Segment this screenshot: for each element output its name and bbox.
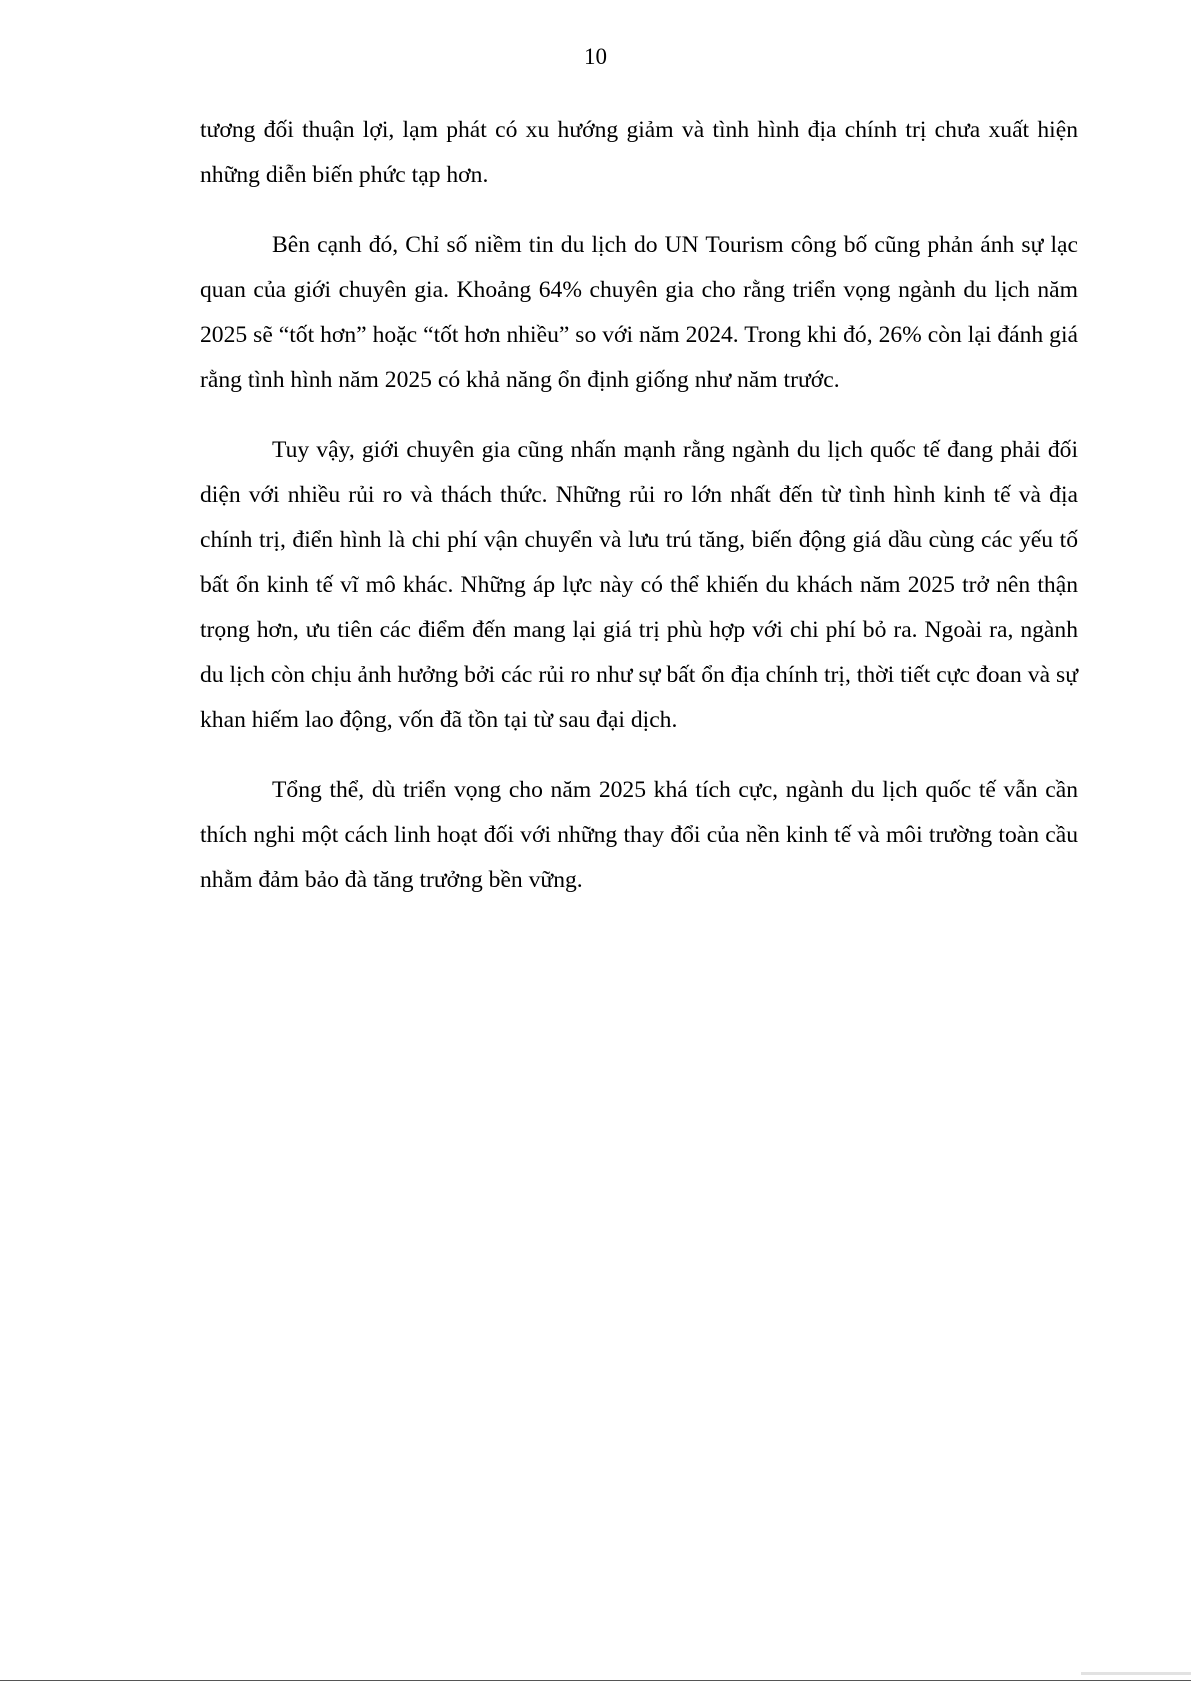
paragraph-risks: Tuy vậy, giới chuyên gia cũng nhấn mạnh rằng ngành du lịch quốc tế đang phải đối diện với nhiều rủi ro và thách thức. Những rủi ro lớn nhất đến từ tình hình kinh tế và địa chính trị, điển hình là chi phí vận chuyển và lưu trú tăng, biến động giá dầu cùng các yếu tố bất ổn kinh tế vĩ mô khác. Những áp lực này có thể khiến du khách năm 2025 trở nên thận trọng hơn, ưu tiên các điểm đến mang lại giá trị phù hợp với chi phí bỏ ra. Ngoài ra, ngành du lịch còn chịu ảnh hưởng bởi các rủi ro như sự bất ổn địa chính trị, thời tiết cực đoan và sự khan hiếm lao động, vốn đã tồn tại từ sau đại dịch. bbox=[200, 437, 1078, 733]
body-text bbox=[200, 108, 1078, 928]
paragraph-conclusion: Tổng thể, dù triển vọng cho năm 2025 khá tích cực, ngành du lịch quốc tế vẫn cần thích nghi một cách linh hoạt đối với những thay đổi của nền kinh tế và môi trường toàn cầu nhằm đảm bảo đà tăng trưởng bền vững. bbox=[200, 777, 1078, 893]
footer-artifact bbox=[1081, 1672, 1191, 1675]
paragraph-continuation: tương đối thuận lợi, lạm phát có xu hướng giảm và tình hình địa chính trị chưa xuất hiện những diễn biến phức tạp hơn. bbox=[200, 117, 1078, 188]
paragraph-confidence-index: Bên cạnh đó, Chỉ số niềm tin du lịch do UN Tourism công bố cũng phản ánh sự lạc quan của giới chuyên gia. Khoảng 64% chuyên gia cho rằng triển vọng ngành du lịch năm 2025 sẽ “tốt hơn” hoặc “tốt hơn nhiều” so với năm 2024. Trong khi đó, 26% còn lại đánh giá rằng tình hình năm 2025 có khả năng ổn định giống như năm trước. bbox=[200, 232, 1078, 393]
page-number: 10 bbox=[584, 44, 607, 69]
footer-rule bbox=[0, 1680, 1191, 1681]
